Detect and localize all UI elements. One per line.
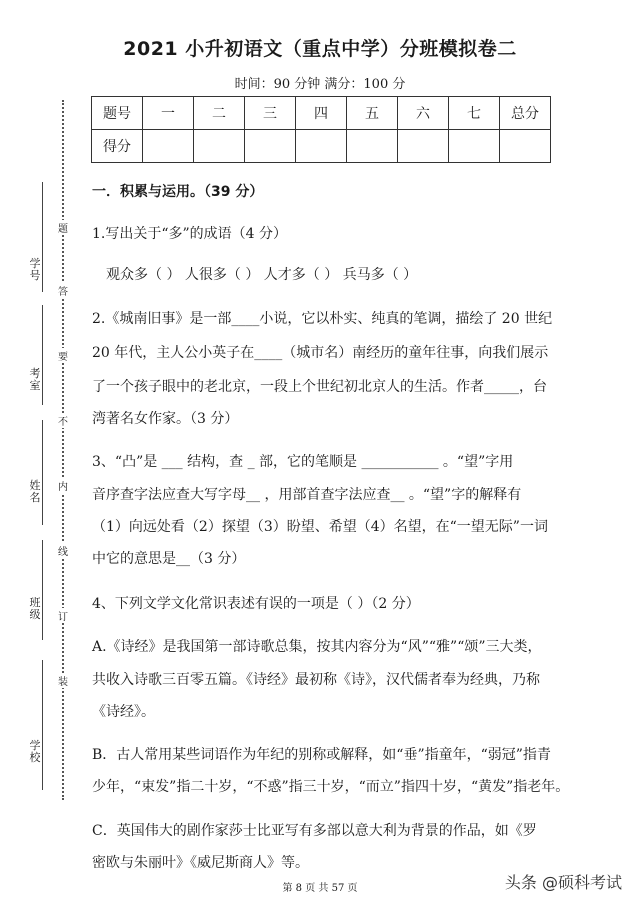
seal-char: 答 <box>57 283 69 298</box>
page-number: 第 8 页 共 57 页 <box>282 883 358 894</box>
exam-room-field[interactable] <box>42 305 43 405</box>
score-table <box>91 96 551 163</box>
section-heading: 一．积累与运用。（39 分） <box>92 184 264 200</box>
score-input-cell[interactable] <box>245 130 296 163</box>
score-input-cell[interactable] <box>398 130 449 163</box>
option-c-line: 密欧与朱丽叶》《威尼斯商人》等。 <box>92 855 309 871</box>
option-a-line: 共收入诗歌三百零五篇。《诗经》最初称《诗》，汉代儒者奉为经典，乃称 <box>92 672 540 688</box>
question-3-line: 3、“凸”是 ___ 结构，查 _ 部，它的笔顺是 ___________ 。“望”字用 <box>92 454 514 470</box>
option-b-line: B．古人常用某些词语作为年纪的别称或解释，如“垂”指童年，“弱冠”指青 <box>92 747 551 763</box>
label-name: 姓名 <box>29 479 41 504</box>
option-a-line: A.《诗经》是我国第一部诗歌总集，按其内容分为“风”“雅”“颂”三大类， <box>92 639 542 655</box>
question-2-line: 了一个孩子眼中的老北京，一段上个世纪初北京人的生活。作者_____，台 <box>92 379 547 395</box>
school-field[interactable] <box>42 660 43 790</box>
question-3-line: 中它的意思是__（3 分） <box>92 551 246 567</box>
score-cell: 七 <box>449 97 500 130</box>
score-input-cell[interactable] <box>143 130 194 163</box>
seal-char: 装 <box>57 673 69 688</box>
question-2-line: 湾著名女作家。（3 分） <box>92 411 239 427</box>
score-cell: 五 <box>347 97 398 130</box>
score-input-cell[interactable] <box>449 130 500 163</box>
seal-char: 要 <box>57 348 69 363</box>
student-id-field[interactable] <box>42 182 43 292</box>
exam-subtitle: 时间：90 分钟 满分：100 分 <box>234 77 406 92</box>
question-3-line: 音序查字法应查大写字母__ ，用部首查字法应查__ 。“望”字的解释有 <box>92 487 522 503</box>
score-input-cell[interactable] <box>194 130 245 163</box>
binding-dotted-line <box>62 100 64 800</box>
exam-title: 2021 小升初语文（重点中学）分班模拟卷二 <box>123 38 517 60</box>
score-cell: 一 <box>143 97 194 130</box>
watermark-logo: 头条 @硕科考试 <box>504 873 622 892</box>
score-table-score-row <box>92 130 551 163</box>
score-row-label: 得分 <box>92 130 143 163</box>
score-input-cell[interactable] <box>347 130 398 163</box>
question-2-line: 20 年代，主人公小英子在____（城市名）南经历的童年往事，向我们展示 <box>92 345 549 361</box>
score-table-header-row <box>92 97 551 130</box>
label-exam-room: 考室 <box>29 367 41 392</box>
class-field[interactable] <box>42 540 43 640</box>
score-cell: 四 <box>296 97 347 130</box>
question-3-line: （1）向远处看（2）探望（3）盼望、希望（4）名望，在“一望无际”一词 <box>92 519 548 535</box>
score-input-cell[interactable] <box>500 130 551 163</box>
score-input-cell[interactable] <box>296 130 347 163</box>
score-cell: 三 <box>245 97 296 130</box>
seal-char: 题 <box>57 220 69 235</box>
option-c-line: C．英国伟大的剧作家莎士比亚写有多部以意大利为背景的作品，如《罗 <box>92 823 537 839</box>
seal-char: 不 <box>57 413 69 428</box>
score-cell: 题号 <box>92 97 143 130</box>
label-class: 班级 <box>29 596 41 621</box>
seal-char: 内 <box>57 478 69 493</box>
score-cell: 二 <box>194 97 245 130</box>
option-b-line: 少年，“束发”指二十岁，“不惑”指三十岁，“而立”指四十岁，“黄发”指老年。 <box>92 779 570 795</box>
name-field[interactable] <box>42 420 43 525</box>
question-1: 1.写出关于“多”的成语（4 分） <box>92 226 288 242</box>
option-a-line: 《诗经》。 <box>92 704 155 720</box>
label-school: 学校 <box>29 739 41 764</box>
score-cell: 六 <box>398 97 449 130</box>
score-cell: 总分 <box>500 97 551 130</box>
label-student-id: 学号 <box>29 257 41 282</box>
question-1-blanks: 观众多（ ） 人很多（ ） 人才多（ ） 兵马多（ ） <box>106 267 418 283</box>
question-2-line: 2.《城南旧事》是一部____小说，它以朴实、纯真的笔调，描绘了 20 世纪 <box>92 311 553 327</box>
question-4: 4、下列文学文化常识表述有误的一项是（ ）（2 分） <box>92 596 420 612</box>
seal-char: 订 <box>57 608 69 623</box>
seal-char: 线 <box>57 543 69 558</box>
